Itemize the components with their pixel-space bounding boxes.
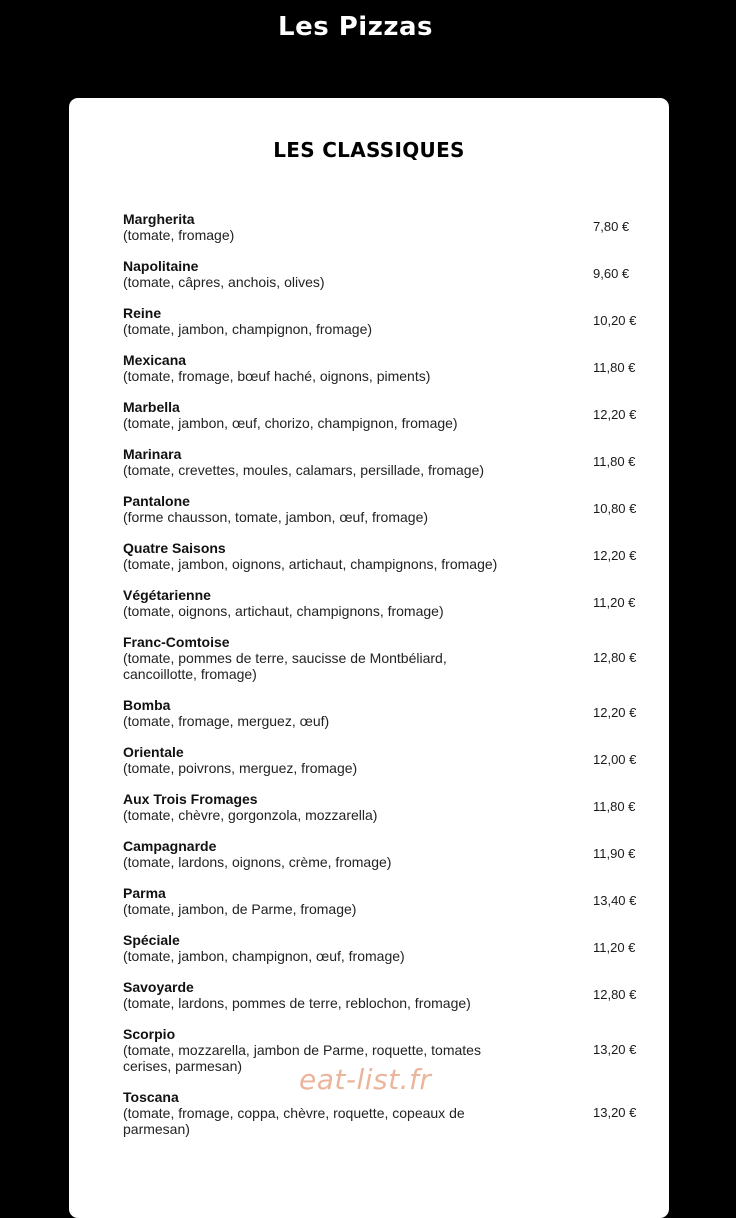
menu-item-price: 11,80 €	[593, 454, 636, 469]
menu-item-description: (tomate, fromage, bœuf haché, oignons, piments)	[123, 368, 431, 384]
menu-item-price: 11,90 €	[593, 846, 636, 861]
menu-item-name: Parma	[123, 885, 166, 901]
menu-item-name: Napolitaine	[123, 258, 199, 274]
menu-item-price: 12,80 €	[593, 650, 637, 665]
menu-item-name: Margherita	[123, 211, 195, 227]
menu-item-description: (tomate, fromage, merguez, œuf)	[123, 713, 330, 729]
menu-item-price: 12,80 €	[593, 987, 637, 1002]
menu-item-description: (tomate, fromage)	[123, 227, 235, 243]
menu-item	[123, 446, 636, 478]
menu-item-name: Franc-Comtoise	[123, 634, 230, 650]
menu-item-name: Savoyarde	[123, 979, 194, 995]
menu-item	[123, 305, 637, 337]
menu-item-price: 11,80 €	[593, 799, 636, 814]
menu-item-name: Quatre Saisons	[123, 540, 226, 556]
menu-item-price: 11,20 €	[593, 940, 636, 955]
menu-item-name: Orientale	[123, 744, 184, 760]
menu-item-description: (tomate, fromage, coppa, chèvre, roquette, copeaux de parmesan)	[123, 1105, 465, 1137]
menu-item-name: Campagnarde	[123, 838, 217, 854]
menu-item-description: (tomate, câpres, anchois, olives)	[123, 274, 325, 290]
menu-item-name: Toscana	[123, 1089, 179, 1105]
menu-item-description: (tomate, oignons, artichaut, champignons, fromage)	[123, 603, 444, 619]
menu-item-price: 13,20 €	[593, 1042, 637, 1057]
menu-item	[123, 885, 637, 917]
menu-item-description: (forme chausson, tomate, jambon, œuf, fromage)	[123, 509, 429, 525]
menu-item	[123, 493, 637, 525]
menu-item-name: Végétarienne	[123, 587, 211, 603]
menu-item	[123, 352, 636, 384]
menu-item-description: (tomate, lardons, oignons, crème, fromage)	[123, 854, 392, 870]
menu-item	[123, 258, 630, 290]
menu-item-name: Bomba	[123, 697, 171, 713]
menu-item	[123, 791, 636, 823]
menu-item-description: (tomate, lardons, pommes de terre, reblochon, fromage)	[123, 995, 471, 1011]
menu-item-price: 12,20 €	[593, 705, 637, 720]
menu-item-name: Pantalone	[123, 493, 190, 509]
menu-item-name: Marinara	[123, 446, 182, 462]
section-title: LES CLASSIQUES	[273, 138, 465, 162]
page-title: Les Pizzas	[278, 12, 433, 42]
menu-item-description: (tomate, jambon, champignon, œuf, fromage)	[123, 948, 405, 964]
menu-item-price: 10,20 €	[593, 313, 637, 328]
menu-item-name: Mexicana	[123, 352, 187, 368]
menu-item-description: (tomate, chèvre, gorgonzola, mozzarella)	[123, 807, 378, 823]
menu-item-price: 9,60 €	[593, 266, 630, 281]
menu-item-description: (tomate, jambon, oignons, artichaut, champignons, fromage)	[123, 556, 498, 572]
menu-item	[123, 211, 630, 243]
menu-item-description: (tomate, jambon, de Parme, fromage)	[123, 901, 357, 917]
menu-item	[123, 587, 636, 619]
menu-item-name: Spéciale	[123, 932, 180, 948]
menu-item	[123, 744, 637, 776]
menu-card	[69, 98, 669, 1218]
watermark: eat-list.fr	[299, 1063, 432, 1096]
menu-item-price: 12,20 €	[593, 548, 637, 563]
menu-item-price: 13,40 €	[593, 893, 637, 908]
menu-item	[123, 932, 636, 964]
menu-item-description: (tomate, jambon, champignon, fromage)	[123, 321, 373, 337]
menu-item-price: 11,20 €	[593, 595, 636, 610]
menu-item-description: (tomate, mozzarella, jambon de Parme, roquette, tomates cerises, parmesan)	[123, 1042, 481, 1074]
menu-item	[123, 540, 637, 572]
menu-item	[123, 979, 637, 1011]
menu-item-price: 12,20 €	[593, 407, 637, 422]
menu-item-price: 13,20 €	[593, 1105, 637, 1120]
menu-item-name: Marbella	[123, 399, 180, 415]
menu-item-description: (tomate, poivrons, merguez, fromage)	[123, 760, 358, 776]
menu-item-description: (tomate, pommes de terre, saucisse de Montbéliard, cancoillotte, fromage)	[123, 650, 447, 682]
menu-item-price: 11,80 €	[593, 360, 636, 375]
menu-item-price: 10,80 €	[593, 501, 637, 516]
menu-item	[123, 838, 636, 870]
menu-item-price: 7,80 €	[593, 219, 630, 234]
menu-item	[123, 1089, 637, 1137]
menu-item	[123, 697, 637, 729]
menu-item	[123, 399, 637, 431]
menu-item	[123, 634, 637, 682]
menu-item-name: Reine	[123, 305, 162, 321]
menu-item-name: Aux Trois Fromages	[123, 791, 258, 807]
menu-item-description: (tomate, crevettes, moules, calamars, persillade, fromage)	[123, 462, 485, 478]
menu-item-name: Scorpio	[123, 1026, 176, 1042]
menu-item-description: (tomate, jambon, œuf, chorizo, champignon, fromage)	[123, 415, 458, 431]
menu-item-price: 12,00 €	[593, 752, 637, 767]
